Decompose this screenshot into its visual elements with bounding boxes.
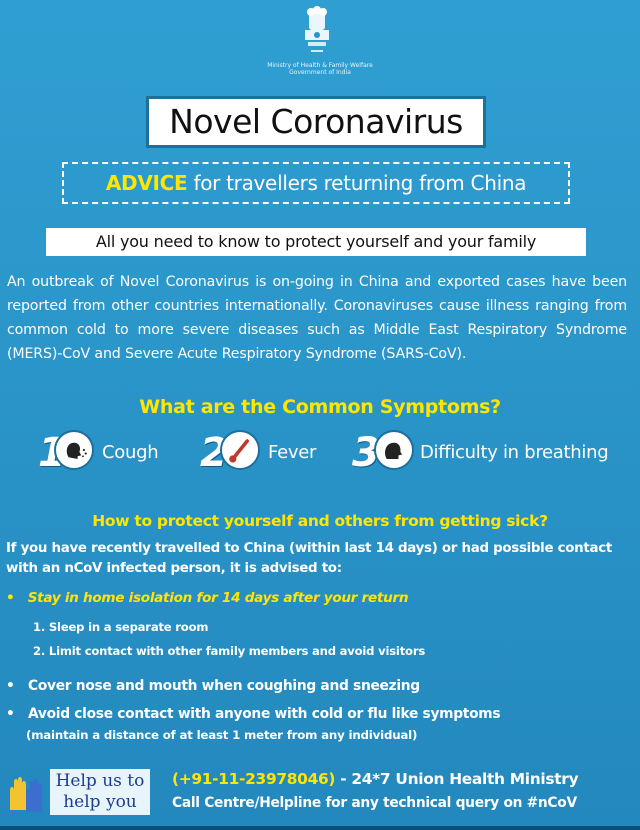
isolation-bullet: • Stay in home isolation for 14 days after your return [6,590,409,606]
symptom-number: 3 [352,430,380,476]
distance-note: (maintain a distance of at least 1 meter from any individual) [26,728,418,742]
help-us-badge: Help us to help you [50,769,150,815]
helping-hands-icon [4,768,48,814]
symptom-number: 2 [200,430,228,476]
helpline-phone [172,770,578,788]
phone-number: (+91-11-23978046) [172,770,336,788]
advice-heading [62,162,570,204]
advice-intro: If you have recently travelled to China (within last 14 days) or had possible contact with an nCoV infected person, it is advised to: [6,541,612,576]
symptom-label: Difficulty in breathing [420,442,609,463]
phone-suffix: - 24*7 Union Health Ministry [335,770,579,788]
helpline-note: Call Centre/Helpline for any technical query on #nCoV [172,795,577,811]
sub-item: 2. Limit contact with other family members and avoid visitors [33,644,426,658]
bullet-item: • Cover nose and mouth when coughing and sneezing [6,678,420,694]
symptom-fever [200,428,340,478]
symptom-cough [38,428,178,478]
tagline: All you need to know to protect yourself and your family [46,228,586,256]
bullet-item: • Avoid close contact with anyone with cold or flu like symptoms [6,706,501,722]
national-emblem-icon [300,6,334,58]
advice-highlight: ADVICE [105,171,188,195]
symptom-label: Cough [102,442,159,463]
bottom-bar [0,826,640,830]
ministry-name: Ministry of Health & Family Welfare Government of India [267,62,373,76]
bullet-text: Avoid close contact with anyone with cold or flu like symptoms [28,706,501,722]
symptom-label: Fever [268,442,317,463]
protect-title: How to protect yourself and others from getting sick? [92,512,548,530]
cough-icon [54,430,94,470]
breathing-icon [374,430,414,470]
symptoms-title: What are the Common Symptoms? [139,396,501,418]
symptom-breathing [352,428,622,478]
bullet-text: Cover nose and mouth when coughing and sneezing [28,678,420,694]
symptom-number: 1 [38,430,66,476]
advice-rest: for travellers returning from China [187,171,527,195]
isolation-text: Stay in home isolation for 14 days after your return [27,590,409,606]
intro-paragraph: An outbreak of Novel Coronavirus is on-going in China and exported cases have been reported from other countries internationally. Coronaviruses cause illness ranging from common cold to more severe diseases such as Middle East Respiratory Syndrome (MERS)-CoV and Severe Acute Respiratory Syndrome (SARS-CoV). [7,274,627,362]
sub-item: 1. Sleep in a separate room [33,620,209,634]
thermometer-icon [220,430,260,470]
page-title: Novel Coronavirus [146,96,486,148]
